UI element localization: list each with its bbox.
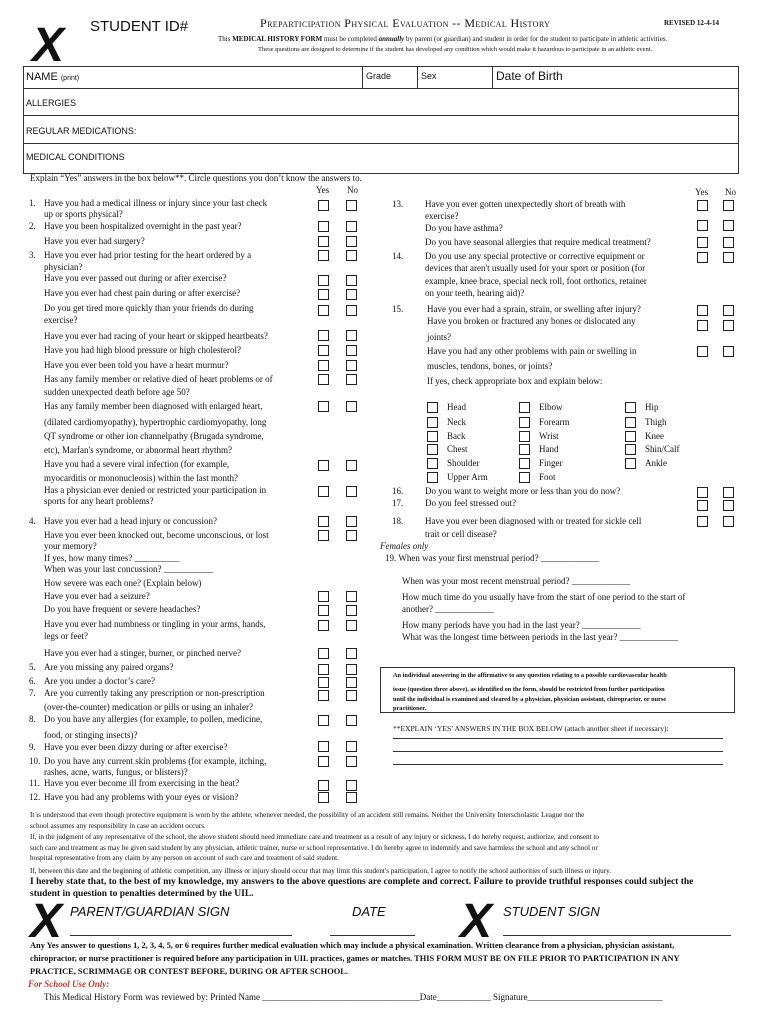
body-part-checkbox[interactable]: [427, 417, 438, 428]
notice-line: practitioner.: [393, 705, 427, 712]
answer-checkbox[interactable]: [723, 237, 734, 248]
divider: [492, 66, 493, 89]
question-text: Have you had a medical illness or injury since your last check: [44, 198, 268, 208]
question-number: 10.: [29, 756, 41, 766]
name-field[interactable]: NAME (print): [26, 71, 80, 83]
allergies-row-border: [23, 89, 739, 116]
question-text: trait or cell disease?: [425, 529, 497, 539]
question-text: How much time do you usually have from the start of one period to the start of: [402, 592, 686, 602]
answer-checkbox[interactable]: [318, 360, 329, 371]
answer-checkbox[interactable]: [318, 715, 329, 726]
answer-checkbox[interactable]: [318, 741, 329, 752]
question-text: legs or feet?: [44, 631, 88, 641]
answer-checkbox[interactable]: [346, 516, 357, 527]
answer-checkbox[interactable]: [318, 460, 329, 471]
answer-checkbox[interactable]: [697, 487, 708, 498]
question-number: 6.: [29, 676, 36, 686]
body-part-checkbox[interactable]: [519, 417, 530, 428]
answer-checkbox[interactable]: [318, 690, 329, 701]
explain-line[interactable]: [393, 764, 723, 765]
question-text: (dilated cardiomyopathy), hypertrophic cardiomyopathy, long: [44, 417, 267, 427]
student-sign-line[interactable]: [503, 935, 731, 936]
answer-checkbox[interactable]: [697, 200, 708, 211]
parent-sign-label: PARENT/GUARDIAN SIGN: [70, 904, 230, 919]
question-text: Have you been hospitalized overnight in the past year?: [44, 221, 242, 231]
question-text: Have you ever had numbness or tingling in your arms, hands,: [44, 619, 266, 629]
grade-field[interactable]: Grade: [366, 71, 392, 81]
divider: [362, 66, 363, 89]
question-text: Have you ever had a head injury or concussion?: [44, 516, 217, 526]
question-text: Do you have asthma?: [425, 223, 503, 233]
question-text: (over-the-counter) medication or pills or using an inhaler?: [44, 702, 253, 712]
explain-line[interactable]: [393, 751, 723, 752]
notice-line: until the individual is examined and cleared by a physician, physician assistant, chiropractor, or nurse: [393, 696, 667, 703]
answer-checkbox[interactable]: [723, 252, 734, 263]
question-text: Have you ever been knocked out, become unconscious, or lost: [44, 530, 269, 540]
parent-sign-line[interactable]: [70, 935, 292, 936]
intro-line-1: This MEDICAL HISTORY FORM must be completed annually by parent (or guardian) and student in order for the student to participate in athletic activities.: [218, 35, 668, 43]
answer-checkbox[interactable]: [346, 605, 357, 616]
medical-conditions-field[interactable]: MEDICAL CONDITIONS: [26, 152, 125, 162]
question-text: Have you ever had a sprain, strain, or swelling after injury?: [427, 304, 641, 314]
answer-checkbox[interactable]: [318, 756, 329, 767]
question-text: How many periods have you had in the last year? _____________: [402, 620, 641, 630]
answer-checkbox[interactable]: [318, 620, 329, 631]
answer-checkbox[interactable]: [318, 648, 329, 659]
yes-header-right: Yes: [695, 187, 709, 197]
question-text: Do you have seasonal allergies that require medical treatment?: [425, 237, 651, 247]
question-text: Has any family member or relative died of heart problems or of: [44, 374, 273, 384]
allergies-field[interactable]: ALLERGIES: [26, 98, 77, 108]
body-part-label: Finger: [539, 458, 563, 468]
no-header-left: No: [347, 185, 358, 195]
body-part-checkbox[interactable]: [427, 431, 438, 442]
females-only-label: Females only: [380, 541, 429, 551]
body-part-checkbox[interactable]: [519, 472, 530, 483]
question-number: 14.: [392, 251, 404, 261]
question-text: Have you ever become ill from exercising in the heat?: [44, 778, 240, 788]
answer-checkbox[interactable]: [697, 500, 708, 511]
question-text: etc), Marfan's syndrome, or abnormal heart rhythm?: [44, 445, 233, 455]
question-text: How severe was each one? (Explain below): [44, 578, 202, 588]
body-part-label: Wrist: [539, 431, 559, 441]
answer-checkbox[interactable]: [318, 677, 329, 688]
student-sign-label: STUDENT SIGN: [503, 904, 600, 919]
footer-line-2: chiropractor, or nurse practitioner is required before any participation in UIL practices, games or matches. THIS FORM MUST BE ON FILE PRIOR TO PARTICIPATION IN ANY: [30, 954, 680, 963]
notice-line: An individual answering in the affirmative to any question relating to a possible cardiovascular health: [393, 672, 667, 679]
sex-field[interactable]: Sex: [421, 71, 437, 81]
question-text: Have you ever been dizzy during or after exercise?: [44, 742, 228, 752]
answer-checkbox[interactable]: [318, 374, 329, 385]
question-text: example, knee brace, special neck roll, foot orthotics, retainer: [425, 276, 647, 286]
answer-checkbox[interactable]: [318, 792, 329, 803]
legal-line: hospital representative from any claim by any person on account of such care and treatment of said student.: [30, 854, 339, 862]
answer-checkbox[interactable]: [318, 664, 329, 675]
dob-field[interactable]: Date of Birth: [496, 69, 563, 83]
answer-checkbox[interactable]: [346, 345, 357, 356]
question-text: Do you have frequent or severe headaches?: [44, 604, 201, 614]
statement-line-2: student in question to penalties determined by the UIL.: [30, 889, 254, 899]
date-label: DATE: [352, 904, 386, 919]
answer-checkbox[interactable]: [723, 320, 734, 331]
revised-date: REVISED 12-4-14: [664, 19, 720, 27]
body-part-checkbox[interactable]: [427, 458, 438, 469]
answer-checkbox[interactable]: [318, 275, 329, 286]
question-number: 4.: [29, 516, 36, 526]
answer-checkbox[interactable]: [723, 220, 734, 231]
date-line[interactable]: [330, 935, 415, 936]
answer-checkbox[interactable]: [346, 486, 357, 497]
question-number: 12.: [29, 792, 41, 802]
school-use-label: For School Use Only:: [28, 979, 110, 989]
answer-checkbox[interactable]: [723, 305, 734, 316]
answer-checkbox[interactable]: [346, 620, 357, 631]
question-number: 15.: [392, 304, 404, 314]
body-part-checkbox[interactable]: [519, 444, 530, 455]
question-number: 18.: [392, 516, 404, 526]
intro-line-2: These questions are designed to determine if the student has developed any condition which would make it hazardous to participate in an athletic event.: [258, 46, 653, 53]
question-text: exercise?: [425, 211, 459, 221]
answer-checkbox[interactable]: [697, 237, 708, 248]
question-text: If yes, how many times? __________: [44, 553, 180, 563]
answer-checkbox[interactable]: [723, 200, 734, 211]
question-text: sports for any heart problems?: [44, 496, 154, 506]
question-text: Have you had any problems with your eyes or vision?: [44, 792, 239, 802]
question-number: 2.: [29, 221, 36, 231]
answer-checkbox[interactable]: [318, 516, 329, 527]
question-number: 1.: [29, 198, 36, 208]
footer-line-1: Any Yes answer to questions 1, 2, 3, 4, 5, or 6 requires further medical evaluation which may include a physical examination. Written clearance from a physician, physician assistant,: [30, 941, 675, 950]
answer-checkbox[interactable]: [318, 221, 329, 232]
question-text: Has any family member been diagnosed with enlarged heart,: [44, 401, 263, 411]
body-part-checkbox[interactable]: [427, 472, 438, 483]
question-text: exercise?: [44, 315, 78, 325]
question-text: Have you had any other problems with pain or swelling in: [427, 346, 637, 356]
question-text: Do you use any special protective or corrective equipment or: [425, 251, 645, 261]
question-number: 7.: [29, 688, 36, 698]
body-part-label: Shin/Calf: [645, 444, 680, 454]
question-number: 5.: [29, 662, 36, 672]
answer-checkbox[interactable]: [346, 715, 357, 726]
answer-checkbox[interactable]: [346, 648, 357, 659]
answer-checkbox[interactable]: [318, 305, 329, 316]
body-part-checkbox[interactable]: [625, 417, 636, 428]
answer-checkbox[interactable]: [346, 250, 357, 261]
body-part-label: Shoulder: [447, 458, 480, 468]
question-text: Have you ever been diagnosed with or treated for sickle cell: [425, 516, 642, 526]
question-text: What was the longest time between periods in the last year? _____________: [402, 632, 679, 642]
answer-checkbox[interactable]: [346, 741, 357, 752]
answer-checkbox[interactable]: [318, 401, 329, 412]
answer-checkbox[interactable]: [318, 345, 329, 356]
answer-checkbox[interactable]: [318, 486, 329, 497]
answer-checkbox[interactable]: [318, 330, 329, 341]
answer-checkbox[interactable]: [346, 401, 357, 412]
question-text: Have you ever passed out during or after exercise?: [44, 273, 227, 283]
answer-checkbox[interactable]: [346, 690, 357, 701]
question-text: QT syndrome or other ion channelpathy (Brugada syndrome,: [44, 431, 264, 441]
answer-checkbox[interactable]: [318, 289, 329, 300]
review-line[interactable]: This Medical History Form was reviewed by: Printed Name ___________________________________Date____________ Signature______________________________: [44, 992, 663, 1002]
answer-checkbox[interactable]: [697, 220, 708, 231]
body-part-checkbox[interactable]: [427, 444, 438, 455]
body-part-checkbox[interactable]: [625, 431, 636, 442]
answer-checkbox[interactable]: [346, 591, 357, 602]
question-text: another? _____________: [402, 604, 494, 614]
body-part-label: Hand: [539, 444, 559, 454]
yes-header-left: Yes: [316, 185, 330, 195]
question-text: When was your most recent menstrual period? _____________: [402, 576, 631, 586]
question-text: If yes, check appropriate box and explain below:: [427, 376, 603, 386]
question-text: Have you had high blood pressure or high cholesterol?: [44, 345, 241, 355]
question-text: Are you missing any paired organs?: [44, 662, 174, 672]
question-text: Have you broken or fractured any bones or dislocated any: [427, 316, 636, 326]
answer-checkbox[interactable]: [346, 330, 357, 341]
body-part-label: Elbow: [539, 402, 563, 412]
question-text: muscles, tendons, bones, or joints?: [427, 361, 553, 371]
answer-checkbox[interactable]: [318, 605, 329, 616]
question-text: myocarditis or mononucleosis) within the last month?: [44, 473, 238, 483]
parent-x-mark: X: [30, 895, 63, 948]
body-part-checkbox[interactable]: [625, 444, 636, 455]
answer-checkbox[interactable]: [318, 250, 329, 261]
student-sign-x-mark: X: [460, 895, 493, 948]
answer-checkbox[interactable]: [346, 305, 357, 316]
answer-checkbox[interactable]: [346, 200, 357, 211]
statement-line-1: I hereby state that, to the best of my knowledge, my answers to the above questions are complete and correct. Failure to provide truthful responses could subject the: [30, 877, 694, 887]
answer-checkbox[interactable]: [697, 252, 708, 263]
body-part-label: Neck: [447, 417, 466, 427]
divider: [417, 66, 418, 89]
question-text: Have you ever had chest pain during or after exercise?: [44, 288, 241, 298]
notice-line: issue (question three above), as identified on the form, should be restricted from further participation: [393, 686, 665, 693]
body-part-checkbox[interactable]: [625, 402, 636, 413]
explain-line[interactable]: [393, 738, 723, 739]
answer-checkbox[interactable]: [723, 346, 734, 357]
answer-checkbox[interactable]: [697, 320, 708, 331]
answer-checkbox[interactable]: [346, 289, 357, 300]
question-number: 17.: [392, 498, 404, 508]
question-text: Have you ever had a seizure?: [44, 591, 150, 601]
form-title: Preparticipation Physical Evaluation -- Medical History: [260, 16, 551, 30]
question-number: 13.: [392, 199, 404, 209]
body-part-label: Foot: [539, 472, 556, 482]
body-part-checkbox[interactable]: [427, 402, 438, 413]
question-text: Have you ever had surgery?: [44, 236, 145, 246]
answer-checkbox[interactable]: [346, 460, 357, 471]
no-header-right: No: [725, 187, 736, 197]
answer-checkbox[interactable]: [697, 346, 708, 357]
question-number: 3.: [29, 250, 36, 260]
answer-checkbox[interactable]: [346, 792, 357, 803]
answer-checkbox[interactable]: [346, 756, 357, 767]
medications-field[interactable]: REGULAR MEDICATIONS:: [26, 126, 137, 136]
answer-checkbox[interactable]: [346, 360, 357, 371]
question-text: 19. When was your first menstrual period? _____________: [385, 553, 600, 563]
question-text: Have you ever had prior testing for the heart ordered by a: [44, 250, 252, 260]
body-part-checkbox[interactable]: [519, 431, 530, 442]
question-text: on your teeth, hearing aid)?: [425, 288, 525, 298]
body-part-checkbox[interactable]: [519, 402, 530, 413]
student-x-mark: X: [32, 19, 65, 72]
instructions: Explain “Yes” answers in the box below**. Circle questions you don’t know the answers to.: [30, 173, 362, 183]
legal-line: If, in the judgment of any representative of the school, the above student should need immediate care and treatment as a result of any injury or sickness, I do hereby request, authorize, and consent to: [30, 833, 600, 841]
legal-line: If, between this date and the beginning of athletic competition, any illness or injury should occur that may limit this student's participation, I agree to notify the school authorities of such illness or injury.: [30, 867, 612, 875]
legal-line: school assumes any responsibility in case an accident occurs.: [30, 822, 206, 830]
body-part-label: Ankle: [645, 458, 667, 468]
answer-checkbox[interactable]: [346, 677, 357, 688]
question-text: rashes, acne, warts, fungus, or blisters)?: [44, 767, 188, 777]
body-part-label: Upper Arm: [447, 472, 488, 482]
question-text: When was your last concussion? ___________: [44, 564, 214, 574]
footer-line-3: PRACTICE, SCRIMMAGE OR CONTEST BEFORE, DURING OR AFTER SCHOOL.: [30, 967, 348, 976]
question-text: up or sports physical?: [44, 209, 123, 219]
question-text: Do you feel stressed out?: [425, 498, 516, 508]
body-part-label: Head: [447, 402, 466, 412]
answer-checkbox[interactable]: [346, 374, 357, 385]
answer-checkbox[interactable]: [318, 780, 329, 791]
question-text: physician?: [44, 262, 83, 272]
body-part-label: Hip: [645, 402, 659, 412]
answer-checkbox[interactable]: [346, 780, 357, 791]
body-part-checkbox[interactable]: [625, 458, 636, 469]
question-number: 9.: [29, 742, 36, 752]
question-text: Have you ever been told you have a heart murmur?: [44, 360, 229, 370]
question-text: Have you ever gotten unexpectedly short of breath with: [425, 199, 626, 209]
legal-line: such care and treatment as may be given said student by any physician, athletic trainer, nurse or school representative. I do hereby agree to indemnify and save harmless the school and any school or: [30, 844, 598, 852]
question-text: Do you want to weight more or less than you do now?: [425, 486, 621, 496]
question-text: Are you currently taking any prescription or non-prescription: [44, 688, 265, 698]
answer-checkbox[interactable]: [318, 591, 329, 602]
answer-checkbox[interactable]: [346, 664, 357, 675]
question-text: food, or stinging insects)?: [44, 730, 138, 740]
question-number: 8.: [29, 714, 36, 724]
answer-checkbox[interactable]: [318, 200, 329, 211]
body-part-label: Knee: [645, 431, 664, 441]
body-part-checkbox[interactable]: [519, 458, 530, 469]
answer-checkbox[interactable]: [723, 500, 734, 511]
answer-checkbox[interactable]: [346, 236, 357, 247]
question-text: Do you have any current skin problems (for example, itching,: [44, 756, 267, 766]
question-text: Has a physician ever denied or restricted your participation in: [44, 485, 267, 495]
answer-checkbox[interactable]: [697, 305, 708, 316]
explain-box-label: **EXPLAIN ‘YES’ ANSWERS IN THE BOX BELOW (attach another sheet if necessary):: [393, 724, 669, 733]
question-text: Have you ever had a stinger, burner, or pinched nerve?: [44, 648, 241, 658]
body-part-label: Thigh: [645, 417, 667, 427]
legal-line: It is understood that even though protective equipment is worn by the athlete, whenever needed, the possibility of an accident still remains. Neither the University Interscholastic League nor the: [30, 811, 585, 819]
student-id-label: STUDENT ID#: [90, 18, 189, 35]
question-text: Do you get tired more quickly than your friends do during: [44, 303, 254, 313]
question-text: devices that aren't usually used for your sport or position (for: [425, 263, 646, 273]
answer-checkbox[interactable]: [318, 236, 329, 247]
answer-checkbox[interactable]: [346, 221, 357, 232]
body-part-label: Forearm: [539, 417, 570, 427]
answer-checkbox[interactable]: [346, 530, 357, 541]
question-number: 16.: [392, 486, 404, 496]
body-part-label: Chest: [447, 444, 468, 454]
question-number: 11.: [29, 778, 40, 788]
question-text: joints?: [427, 332, 451, 342]
question-text: sudden unexpected death before age 50?: [44, 387, 190, 397]
answer-checkbox[interactable]: [318, 530, 329, 541]
question-text: Have you ever had racing of your heart or skipped heartbeats?: [44, 331, 268, 341]
question-text: Have you had a severe viral infection (for example,: [44, 459, 230, 469]
question-text: your memory?: [44, 541, 97, 551]
answer-checkbox[interactable]: [346, 275, 357, 286]
answer-checkbox[interactable]: [723, 516, 734, 527]
question-text: Do you have any allergies (for example, to pollen, medicine,: [44, 714, 263, 724]
answer-checkbox[interactable]: [723, 487, 734, 498]
body-part-label: Back: [447, 431, 466, 441]
answer-checkbox[interactable]: [697, 516, 708, 527]
question-text: Are you under a doctor’s care?: [44, 676, 156, 686]
